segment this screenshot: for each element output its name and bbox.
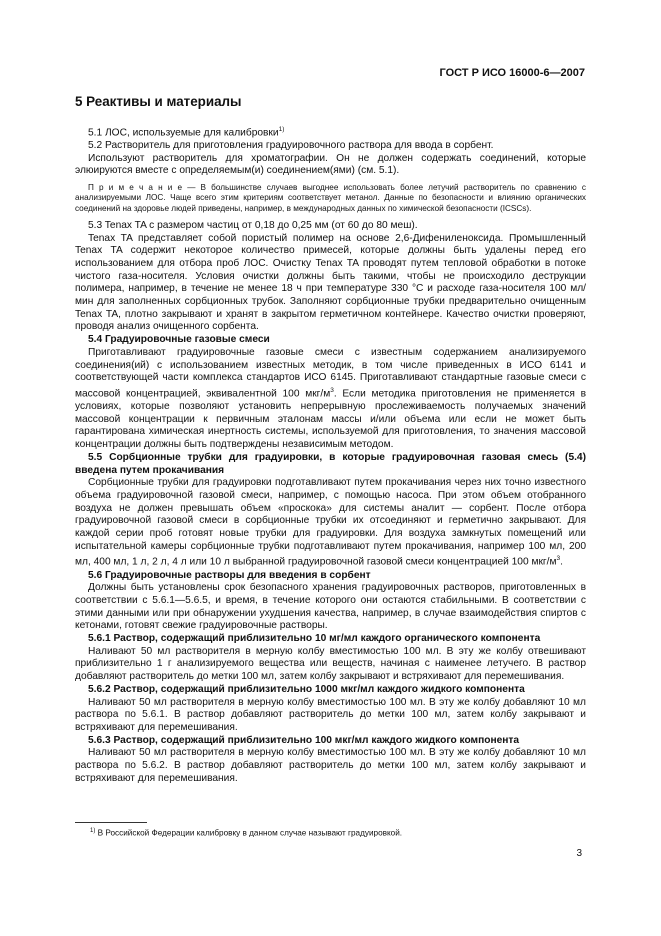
clause-5-5-text: Сорбционные трубки для градуировки подготавливают путем прокачивания через них точно известного объема градуировочной газовой смеси, например, с помощью насоса. При этом объем отобранного воздуха не должен превышать объем «проскока» для системы аналит — сорбент. После отбора градуировочной газовой смеси в сорбционные трубки их отсоединяют и герметично закрывают. Для каждой серии проб готовят новые трубки для градуировки. Для воздуха замкнутых помещений или испытательной камеры сорбционные трубки подготавливают путем прокачивания, например 100 мл, 200 мл, 400 мл, 1 л, 2 л, 4 л или 10 л выбранной градуировочной газовой смеси концентрацией 100 мкг/$м^3$. bbox=[75, 477, 586, 568]
clause-5-3: 5.3 Tenax TA с размером частиц от 0,18 до 0,25 мм (от 60 до 80 меш). bbox=[88, 219, 418, 231]
heading-5-5: 5.5 Сорбционные трубки для градуировки, в которые градуировочная газовая смесь (5.4) введена путем прокачивания bbox=[75, 451, 586, 476]
clause-5-2-text: Используют растворитель для хроматографии. Он не должен содержать соединений, которые элюируются вместе с определяемым(и) соединением(ями) (см. 5.1). bbox=[75, 152, 586, 177]
clause-5-6-text: Должны быть установлены срок безопасного хранения градуировочных растворов, приготовленных в соответствии с 5.6.1—5.6.5, и время, в течение которого они остаются стабильными. В соответствии с этими данными или при обнаружении ухудшения качества, например, в случае взаимодействия спиртов с кетонами, готовят свежие градуировочные растворы. bbox=[75, 582, 586, 632]
clause-5-6-3-text: Наливают 50 мл растворителя в мерную колбу вместимостью 100 мл. В эту же колбу добавляют 10 мл раствора по 5.6.2. В раствор добавляют растворитель до метки 100 мл, затем колбу закрывают и встряхивают для перемешивания. bbox=[75, 747, 586, 784]
clause-5-3-text: Tenax TA представляет собой пористый полимер на основе 2,6-Дифениленоксида. Промышленный Tenax TA содержит некоторое количество примесей, которые должны быть удалены перед его использованием для отбора проб ЛОС. Очистку Tenax TA проводят путем тепловой обработки в потоке чистого газа-носителя. Условия очистки должны быть такими, чтобы не происходило деструкции полимера, например, в течение не менее 18 ч при температуре 330 °С и расходе газа-носителя 100 мл/мин для заполненных сорбционных трубок. Заполняют сорбционные трубки предварительно очищенным Tenax TA, плотно закрывают и хранят в закрытом герметичном контейнере. Качество очистки проверяют, проводя анализ очищенного сорбента. bbox=[75, 232, 586, 333]
footnote-divider bbox=[75, 822, 147, 823]
page-number: 3 bbox=[576, 848, 582, 859]
clause-5-6-2-text: Наливают 50 мл растворителя в мерную колбу вместимостью 100 мл. В эту же колбу добавляют 10 мл раствора по 5.6.1. В раствор добавляют растворитель до метки 100 мл, затем колбу закрывают и встряхивают для перемешивания. bbox=[75, 696, 586, 733]
heading-5-6-3: 5.6.3 Раствор, содержащий приблизительно 100 мкг/мл каждого жидкого компонента bbox=[88, 734, 520, 746]
footnote-ref: 1) bbox=[278, 125, 285, 133]
note: П р и м е ч а н и е — В большинстве случаев выгоднее использовать более летучий растворитель по сравнению с анализируемыми ЛОС. Чаще всего этим критериям соответствует метанол. Данные по безопасности и влиянию органических соединений на здоровье людей приведены, например, в международных данных по химической безопасности (ICSCs). bbox=[75, 182, 586, 213]
clause-5-1: 5.1 ЛОС, используемые для калибровки$^{1)}$ bbox=[88, 125, 285, 139]
document-header: ГОСТ Р ИСО 16000-6—2007 bbox=[439, 67, 585, 79]
section-title: 5 Реактивы и материалы bbox=[75, 94, 242, 109]
page-body bbox=[75, 92, 586, 786]
footnote: $^{1)}$ В Российской Федерации калибровку в данном случае называют градуировкой. bbox=[90, 828, 403, 838]
clause-5-4-text: Приготавливают градуировочные газовые смеси с известным содержанием анализируемого соединения(ий) с использованием известных методик, в том числе приведенных в ИСО 6141 и соответствующей части комплекса стандартов ИСО 6145. Приготавливают стандартные газовые смеси с массовой концентрацией, эквивалентной 100 мкг/$м^3$. Если методика приготовления не применяется в условиях, которые позволяют установить непрерывную прослеживаемость получаемых значений массовой концентрации к первичным эталонам массы и/или объема или если не может быть гарантирована химическая инертность системы, используемой для приготовления, то значения массовой концентрации должны быть подтверждены независимым методом. bbox=[75, 346, 586, 451]
clause-5-6-1-text: Наливают 50 мл растворителя в мерную колбу вместимостью 100 мл. В эту же колбу отвешивают приблизительно 1 г анализируемого вещества или веществ, начиная с наименее летучего. В раствор добавляют растворитель до метки 100 мл, затем колбу закрывают и встряхивают для перемешивания. bbox=[75, 645, 586, 683]
heading-5-6-1: 5.6.1 Раствор, содержащий приблизительно 10 мг/мл каждого органического компонента bbox=[88, 633, 541, 645]
clause-5-2: 5.2 Растворитель для приготовления градуировочного раствора для ввода в сорбент. bbox=[88, 139, 494, 151]
heading-5-6-2: 5.6.2 Раствор, содержащий приблизительно 1000 мкг/мл каждого жидкого компонента bbox=[88, 683, 525, 695]
heading-5-6: 5.6 Градуировочные растворы для введения в сорбент bbox=[88, 569, 371, 581]
heading-5-4: 5.4 Градуировочные газовые смеси bbox=[88, 334, 270, 346]
